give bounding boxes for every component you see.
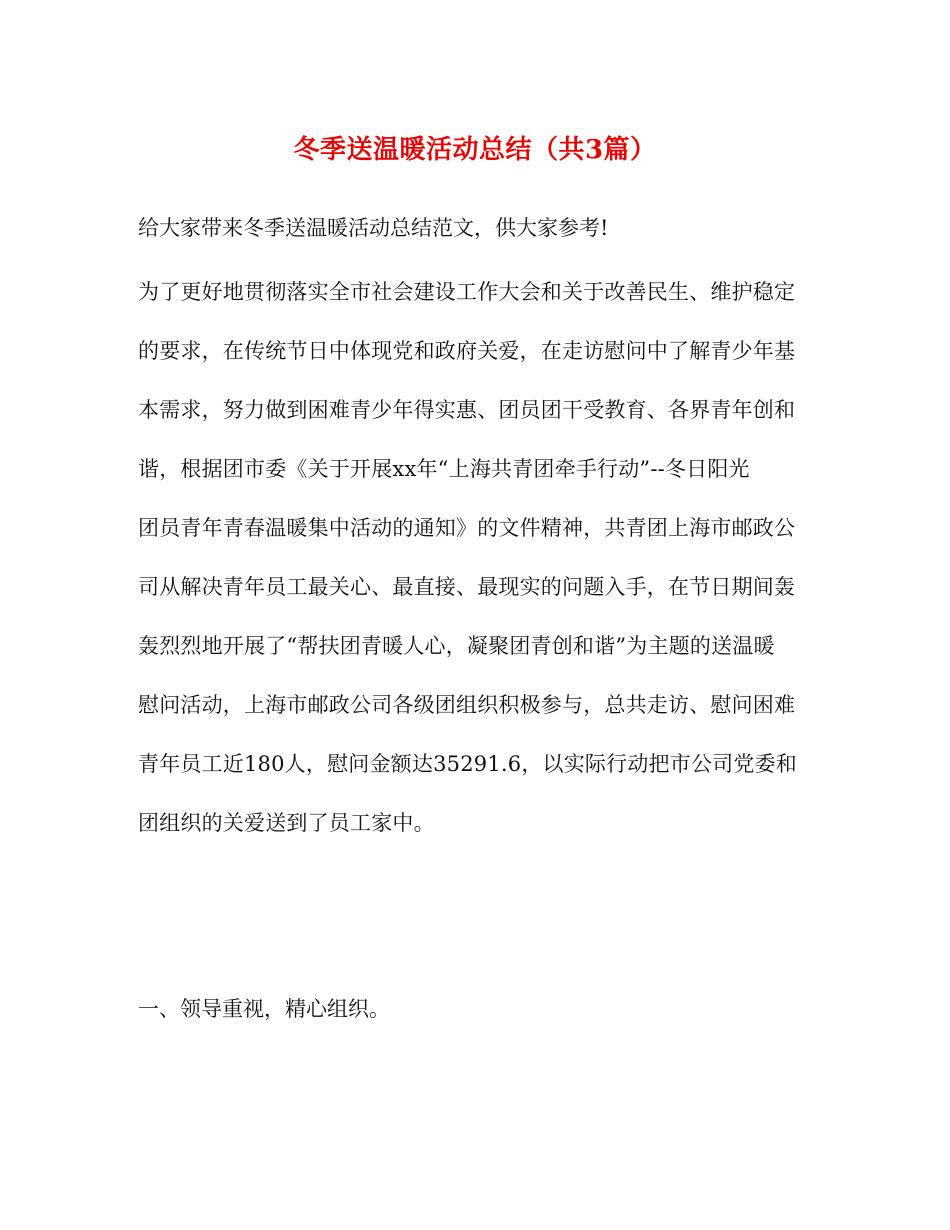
paragraph-line: 为了更好地贯彻落实全市社会建设工作大会和关于改善民生、维护稳定 <box>138 280 796 304</box>
paragraph-line: 团员青年青春温暖集中活动的通知》的文件精神，共青团上海市邮政公 <box>138 516 796 540</box>
paragraph-line: 谐，根据团市委《关于开展xx年“上海共青团牵手行动”--冬日阳光 <box>138 457 750 481</box>
paragraph-line: 慰问活动，上海市邮政公司各级团组织积极参与，总共走访、慰问困难 <box>138 693 796 717</box>
paragraph-line: 司从解决青年员工最关心、最直接、最现实的问题入手，在节日期间轰 <box>138 575 796 599</box>
paragraph-line: 本需求，努力做到困难青少年得实惠、团员团干受教育、各界青年创和 <box>138 398 796 422</box>
paragraph-line: 的要求，在传统节日中体现党和政府关爱，在走访慰问中了解青少年基 <box>138 339 796 363</box>
section-heading: 一、领导重视，精心组织。 <box>138 997 390 1021</box>
document-title: 冬季送温暖活动总结（共3篇） <box>293 135 657 165</box>
paragraph-line: 轰烈烈地开展了“帮扶团青暖人心，凝聚团青创和谐”为主题的送温暖 <box>138 634 775 658</box>
intro-text: 给大家带来冬季送温暖活动总结范文，供大家参考! <box>138 216 609 240</box>
paragraph-line: 青年员工近180人，慰问金额达35291.6，以实际行动把市公司党委和 <box>138 752 797 776</box>
paragraph-line: 团组织的关爱送到了员工家中。 <box>138 811 435 835</box>
body-paragraph <box>138 276 828 866</box>
